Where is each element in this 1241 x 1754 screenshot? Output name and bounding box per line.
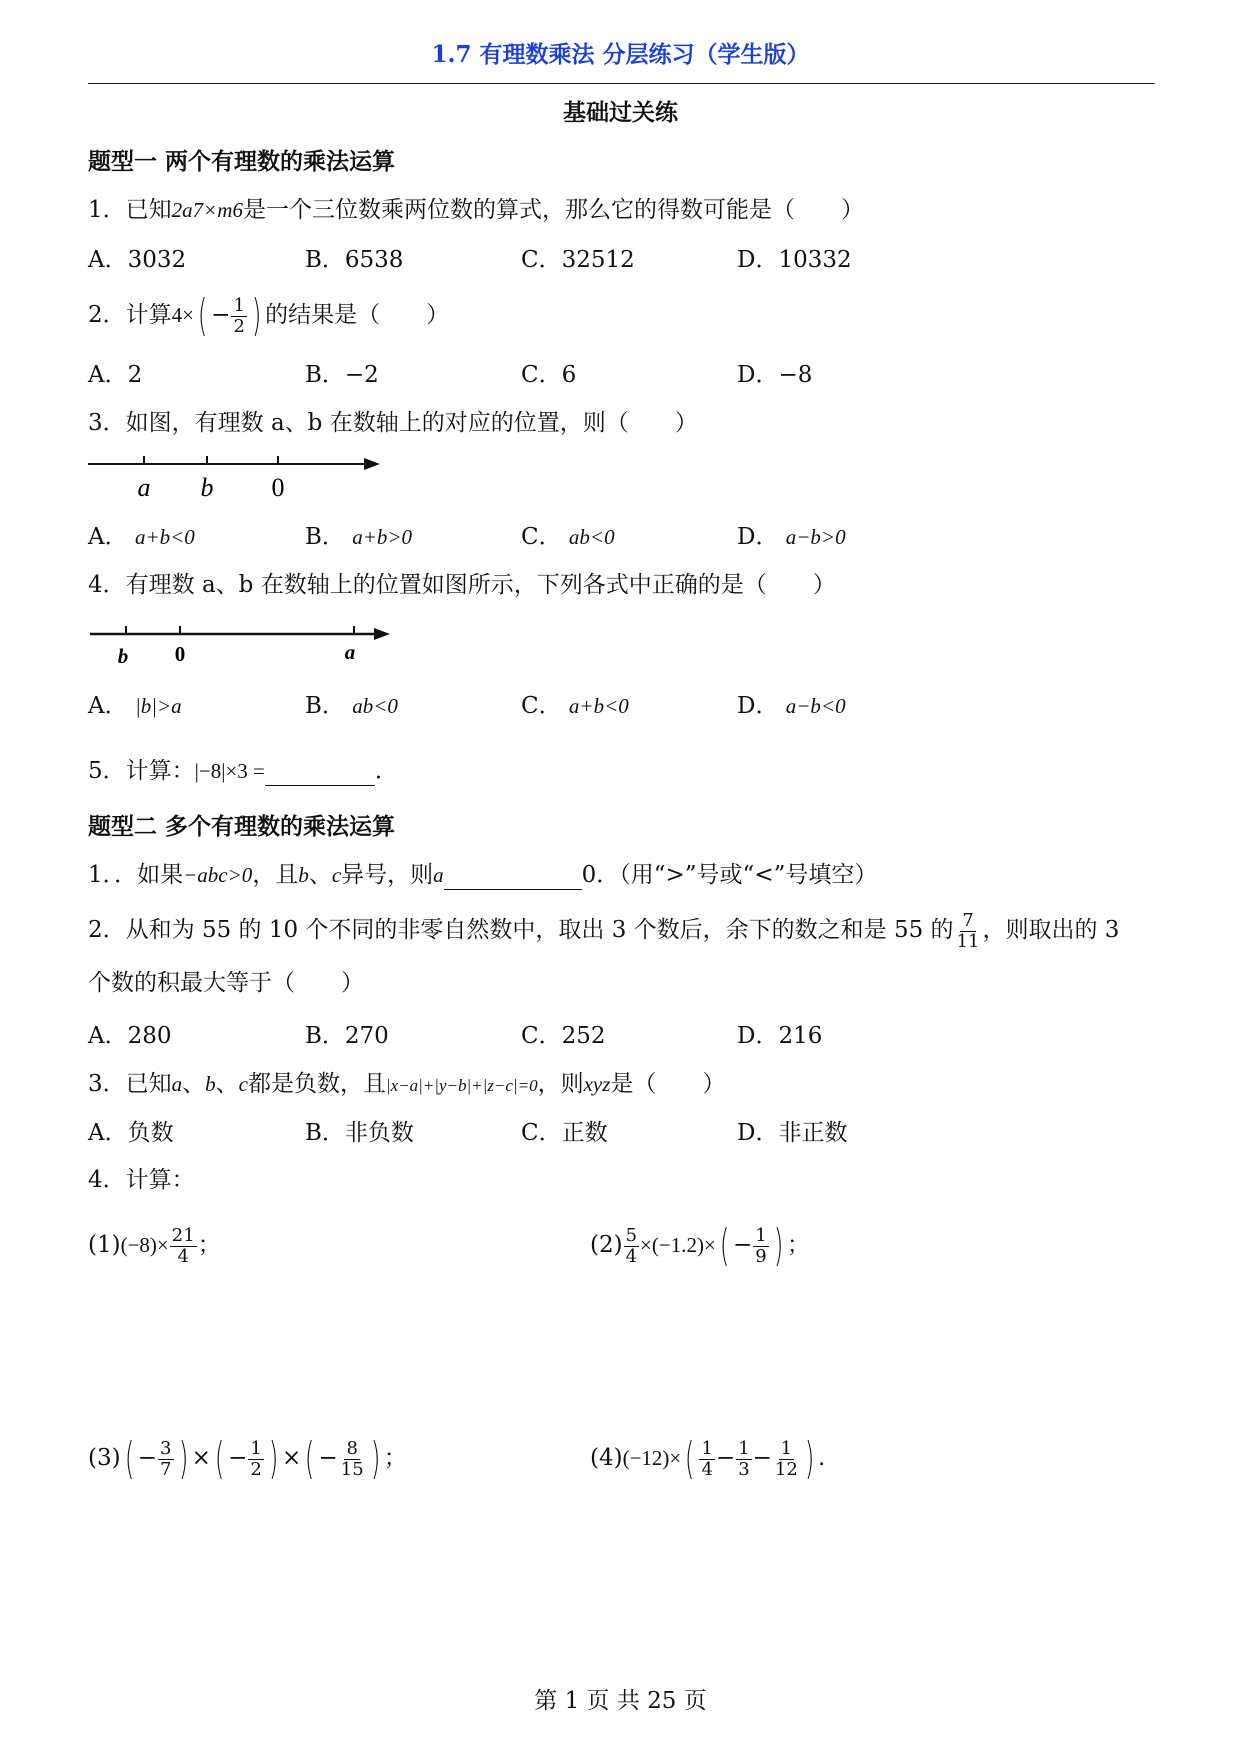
t2-q2-stem-line1: 2．从和为 55 的 10 个不同的非零自然数中，取出 3 个数后，余下的数之和是 55 的 $\frac{7}{11}$ ，则取出的 3 [88,909,1120,952]
t1-q2-option-b[interactable]: B．−2 [305,362,379,388]
t1-q4-stem: 4．有理数 a、b 在数轴上的位置如图所示，下列各式中正确的是（ ） [88,572,836,598]
t1-q1-option-d[interactable]: D．10332 [737,247,852,273]
t1-q3-option-c[interactable]: C． ab<0 [521,524,615,550]
t1-q3-axis-label-0: 0 [271,473,285,502]
header-rule [88,83,1155,84]
t1-q2-option-a[interactable]: A．2 [88,362,143,388]
t1-q5-stem: 5．计算：|−8|×3 = ． [88,758,398,784]
section-title: 基础过关练 [563,99,678,126]
t1-q2-option-c[interactable]: C．6 [521,362,577,388]
t2-q1-stem: 1．．如果−abc>0，且b、c异号，则a 0．（用“>”号或“<”号填空） [88,862,878,888]
t1-q1-stem: 1．已知2a7×m6是一个三位数乘两位数的算式，那么它的得数可能是（ ） [88,197,864,223]
t2-q2-option-d[interactable]: D．216 [737,1023,823,1049]
t2-q4-part2: (2) $\frac{5}{4}$ ×(−1.2)×( − $\frac{1}{9}$ ) ； [590,1220,810,1271]
type1-heading: 题型一 两个有理数的乘法运算 [88,148,396,175]
t2-q3-option-c[interactable]: C．正数 [521,1120,608,1146]
t1-q1-option-b[interactable]: B．6538 [305,247,404,273]
t1-q1-option-c[interactable]: C．32512 [521,247,635,273]
t2-q2-option-a[interactable]: A．280 [88,1023,172,1049]
t2-q2-stem-line2: 个数的积最大等于（ ） [88,970,364,996]
t1-q4-number-line [88,615,398,671]
page-footer: 第 1 页 共 25 页 [534,1688,707,1714]
t1-q4-axis-label-b: b [117,644,129,668]
t1-q2-option-d[interactable]: D．−8 [737,362,813,388]
t2-q2-option-b[interactable]: B．270 [305,1023,389,1049]
t1-q4-option-d[interactable]: D． a−b<0 [737,693,846,719]
t2-q3-option-a[interactable]: A．负数 [88,1120,174,1146]
t1-q4-option-b[interactable]: B． ab<0 [305,693,398,719]
t1-q3-axis-label-a: a [137,473,151,502]
type2-heading: 题型二 多个有理数的乘法运算 [88,813,396,840]
t1-q4-option-c[interactable]: C． a+b<0 [521,693,629,719]
t1-q3-option-d[interactable]: D． a−b>0 [737,524,846,550]
t1-q3-number-line [88,448,388,508]
t2-q2-option-c[interactable]: C．252 [521,1023,606,1049]
t2-q4-part4: (4)(−12)×( $\frac{1}{4}$ − $\frac{1}{3}$ − $\frac{1}{12}$ ) . [590,1433,826,1484]
t1-q4-axis-label-a: a [344,640,356,664]
t2-q3-option-d[interactable]: D．非正数 [737,1120,848,1146]
t1-q3-stem: 3．如图，有理数 a、b 在数轴上的对应的位置，则（ ） [88,410,698,436]
t1-q4-axis-label-0: 0 [174,642,186,666]
t2-q3-option-b[interactable]: B．非负数 [305,1120,414,1146]
t2-q1-answer-blank[interactable] [444,863,582,890]
t2-q4-part1: (1)(−8)× $\frac{21}{4}$ ； [88,1224,221,1267]
t1-q5-answer-blank[interactable] [265,759,375,786]
t2-q3-stem: 3．已知a、b、c都是负数，且|x−a|+|y−b|+|z−c|=0，则xyz是（ ） [88,1071,726,1097]
t2-q4-part3: (3)( − $\frac{3}{7}$ ) ×( − $\frac{1}{2}$ ) ×( − $\frac{8}{15}$ ) ； [88,1433,407,1484]
t1-q2-stem: 2．计算4×( − $\frac{1}{2}$ ) 的结果是（ ） [88,290,450,341]
t1-q1-option-a[interactable]: A．3032 [88,247,187,273]
t1-q3-option-a[interactable]: A． a+b<0 [88,524,195,550]
t1-q4-option-a[interactable]: A． |b|>a [88,693,182,719]
t1-q3-axis-label-b: b [200,473,214,502]
t1-q3-option-b[interactable]: B． a+b>0 [305,524,413,550]
document-title: 1.7 有理数乘法 分层练习（学生版） [431,41,810,68]
t2-q4-stem: 4．计算： [88,1167,195,1193]
